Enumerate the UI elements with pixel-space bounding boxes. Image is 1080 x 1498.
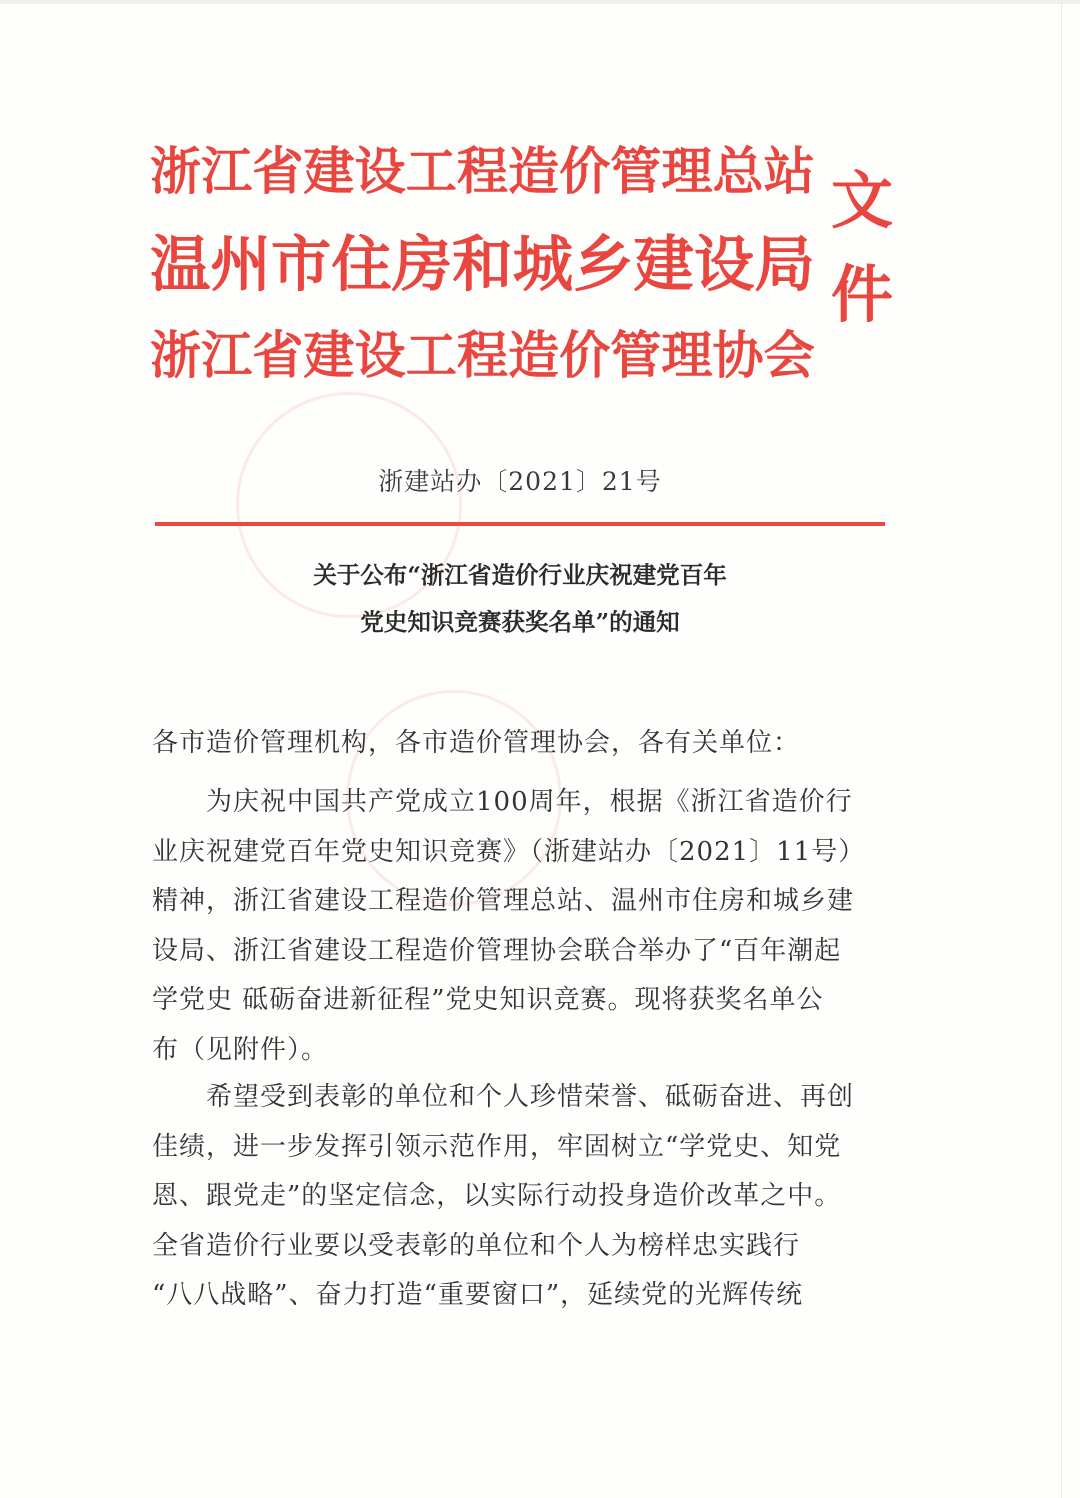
- paragraph-line: 为庆祝中国共产党成立100周年，根据《浙江省造价行: [152, 787, 853, 817]
- paragraph-line: 希望受到表彰的单位和个人珍惜荣誉、砥砺奋进、再创: [152, 1082, 855, 1112]
- body-paragraph: [152, 778, 892, 1075]
- paragraph-line: 设局、浙江省建设工程造价管理协会联合举办了“百年潮起: [152, 935, 842, 966]
- salutation: 各市造价管理机构，各市造价管理协会，各有关单位：: [152, 728, 801, 758]
- paragraph-line: 佳绩，进一步发挥引领示范作用，牢固树立“学党史、知党: [152, 1131, 842, 1162]
- paragraph-line: 学党史 砥砺奋进新征程”党史知识竞赛。现将获奖名单公: [152, 985, 824, 1015]
- page-top-edge: [0, 0, 1080, 4]
- issuer-name: 温州市住房和城乡建设局: [150, 230, 815, 300]
- paragraph-line: 全省造价行业要以受表彰的单位和个人为榜样忠实践行: [152, 1230, 801, 1261]
- notice-title-line: 党史知识竞赛获奖名单”的通知: [360, 608, 680, 636]
- red-divider-line: [155, 522, 885, 526]
- doc-type-char: 件: [830, 258, 893, 331]
- paragraph-line: 业庆祝建党百年党史知识竞赛》（浙建站办〔2021〕11号）: [152, 836, 866, 867]
- document-number: 浙建站办〔2021〕21号: [378, 467, 662, 496]
- paragraph-line: 恩、跟党走”的坚定信念，以实际行动投身造价改革之中。: [152, 1181, 842, 1211]
- doc-type-char: 文: [830, 164, 893, 237]
- page-right-edge: [1061, 0, 1062, 1498]
- paragraph-line: “八八战略”、奋力打造“重要窗口”，延续党的光辉传统: [152, 1280, 804, 1310]
- notice-title-line: 关于公布“浙江省造价行业庆祝建党百年: [313, 561, 727, 589]
- body-paragraph: [152, 1073, 892, 1321]
- issuer-name: 浙江省建设工程造价管理总站: [150, 143, 815, 202]
- paragraph-line: 布（见附件）。: [152, 1034, 329, 1065]
- issuer-name: 浙江省建设工程造价管理协会: [150, 327, 815, 386]
- paragraph-line: 精神，浙江省建设工程造价管理总站、温州市住房和城乡建: [152, 886, 855, 916]
